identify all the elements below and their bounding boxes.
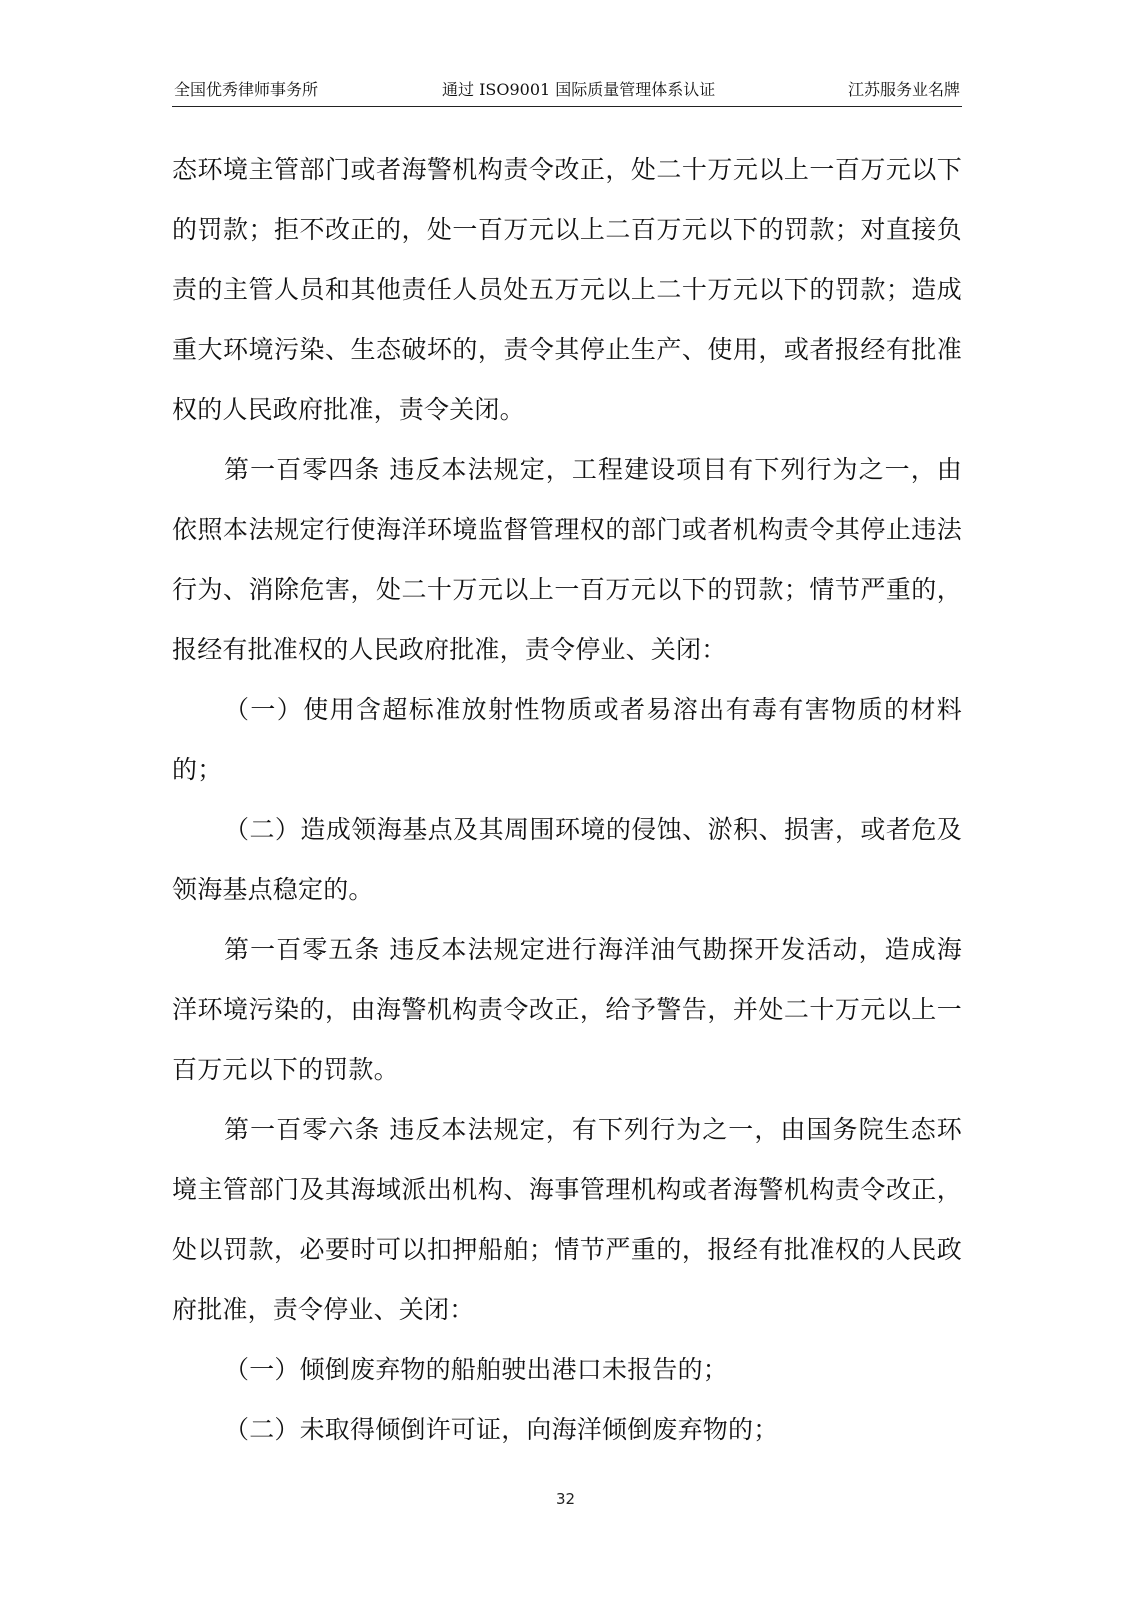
article-106-item-2: （二）未取得倾倒许可证，向海洋倾倒废弃物的； <box>224 1415 779 1444</box>
header-center-text: 通过 ISO9001 国际质量管理体系认证 <box>442 80 716 99</box>
article-106-item-1: （一）倾倒废弃物的船舶驶出港口未报告的； <box>224 1355 729 1384</box>
article-106: 第一百零六条 违反本法规定，有下列行为之一，由国务院生态环境主管部门及其海域派出机构、海事管理机构或者海警机构责令改正，处以罚款，必要时可以扣押船舶；情节严重的，报经有批准权的人民政府批准，责令停业、关闭： <box>172 1115 962 1324</box>
article-104-item-1: （一）使用含超标准放射性物质或者易溶出有毒有害物质的材料的； <box>172 695 962 784</box>
article-105: 第一百零五条 违反本法规定进行海洋油气勘探开发活动，造成海洋环境污染的，由海警机构责令改正，给予警告，并处二十万元以上一百万元以下的罚款。 <box>172 935 962 1084</box>
header-left-text: 全国优秀律师事务所 <box>174 80 319 99</box>
page-number: 32 <box>555 1490 576 1508</box>
header-right-text: 江苏服务业名牌 <box>847 80 960 99</box>
article-104: 第一百零四条 违反本法规定，工程建设项目有下列行为之一，由依照本法规定行使海洋环境监督管理权的部门或者机构责令其停止违法行为、消除危害，处二十万元以上一百万元以下的罚款；情节严重的，报经有批准权的人民政府批准，责令停业、关闭： <box>172 455 962 664</box>
article-104-item-2: （二）造成领海基点及其周围环境的侵蚀、淤积、损害，或者危及领海基点稳定的。 <box>172 815 962 904</box>
paragraph-continuation: 态环境主管部门或者海警机构责令改正，处二十万元以上一百万元以下的罚款；拒不改正的，处一百万元以上二百万元以下的罚款；对直接负责的主管人员和其他责任人员处五万元以上二十万元以下的罚款；造成重大环境污染、生态破坏的，责令其停止生产、使用，或者报经有批准权的人民政府批准，责令关闭。 <box>172 155 962 424</box>
document-body <box>172 140 962 1460</box>
page-header <box>172 78 962 107</box>
